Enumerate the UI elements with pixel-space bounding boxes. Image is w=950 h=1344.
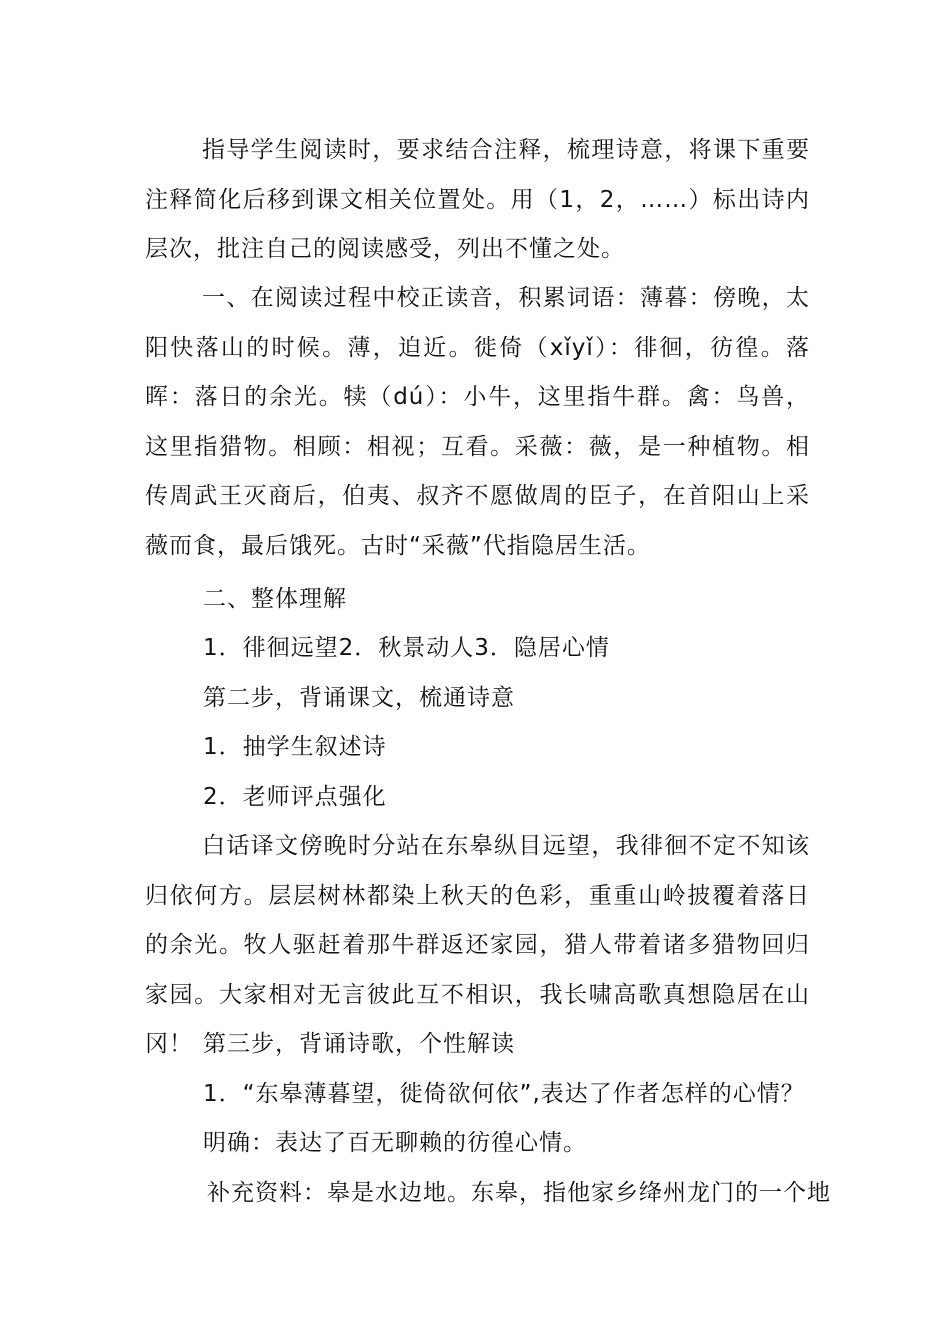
answer-one: 明确：表达了百无聊赖的彷徨心情。 [203,1130,587,1156]
heading-step-two: 第二步，背诵课文，梳通诗意 [203,685,515,711]
supplementary-material: 补充资料：皋是水边地。东皋，指他家乡绛州龙门的一个地 [207,1180,831,1206]
question-one: 1．“东皋薄暮望，徙倚欲何依”,表达了作者怎样的心情？ [203,1081,805,1107]
paragraph-vocabulary: 一、在阅读过程中校正读音，积累词语：薄暮：傍晚，太阳快落山的时候。薄，迫近。徙倚（xǐyǐ）：徘徊，彷徨。落晖：落日的余光。犊（dú）：小牛，这里指牛群。禽：鸟兽，这里指猎物。相顾：相视；互看。采薇：薇，是一种植物。相传周武王灭商后，伯夷、叔齐不愿做周的臣子，在首阳山上采薇而食，最后饿死。古时“采薇”代指隐居生活。 [145,285,810,559]
list-poem-layers: 1．徘徊远望2．秋景动人3．隐居心情 [203,635,610,661]
heading-overall-understanding: 二、整体理解 [203,586,347,612]
list-item-narrate: 1．抽学生叙述诗 [203,734,387,760]
heading-step-three: 第三步，背诵诗歌，个性解读 [203,1031,515,1057]
paragraph-translation: 白话译文傍晚时分站在东皋纵目远望，我徘徊不定不知该归依何方。层层树林都染上秋天的色彩，重重山岭披覆着落日的余光。牧人驱赶着那牛群返还家园，猎人带着诸多猎物回归家园。大家相对无言彼此互不相识，我长啸高歌真想隐居在山冈！ [145,833,810,1058]
list-item-teacher-comment: 2．老师评点强化 [203,784,387,810]
paragraph-reading-guidance: 指导学生阅读时，要求结合注释，梳理诗意，将课下重要注释简化后移到课文相关位置处。用（1，2，……）标出诗内层次，批注自己的阅读感受，列出不懂之处。 [145,137,810,263]
